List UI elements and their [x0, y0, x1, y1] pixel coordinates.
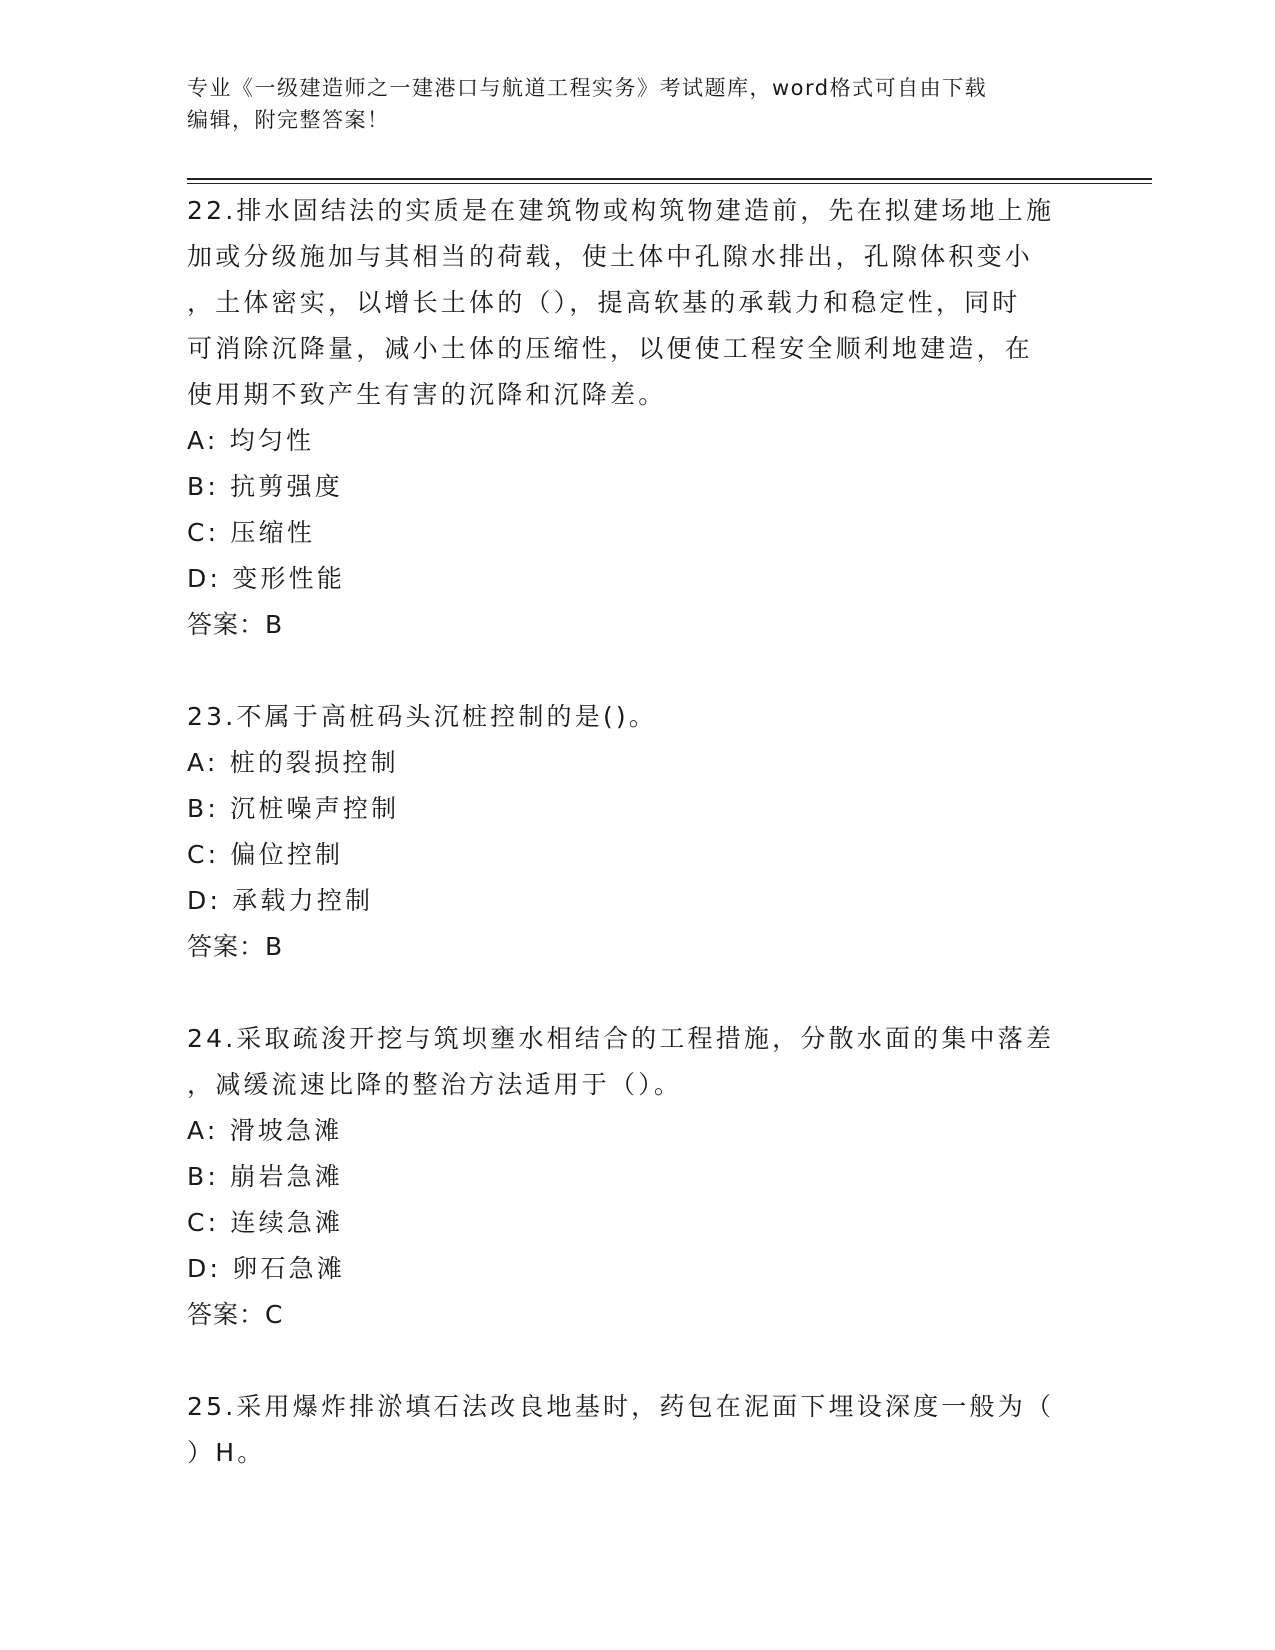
option-b: B: 抗剪强度 — [187, 472, 343, 501]
question-stem-line: 23.不属于高桩码头沉桩控制的是()。 — [187, 702, 658, 731]
option-a: A: 滑坡急滩 — [187, 1116, 343, 1145]
question-22 — [187, 188, 1067, 648]
question-spacer — [187, 1338, 1067, 1384]
option-b: B: 沉桩噪声控制 — [187, 794, 400, 823]
question-stem-line: 25.采用爆炸排淤填石法改良地基时，药包在泥面下埋设深度一般为（ — [187, 1392, 1055, 1421]
answer-label: 答案：B — [187, 610, 284, 639]
header-divider-thin — [187, 183, 1152, 184]
question-stem-line: 使用期不致产生有害的沉降和沉降差。 — [187, 380, 667, 409]
option-c: C: 连续急滩 — [187, 1208, 344, 1237]
question-stem-line: ）H。 — [187, 1438, 266, 1467]
header-divider-thick — [187, 178, 1152, 180]
question-stem-line: 加或分级施加与其相当的荷载，使土体中孔隙水排出，孔隙体积变小 — [187, 242, 1034, 271]
question-spacer — [187, 970, 1067, 1016]
option-c: C: 压缩性 — [187, 518, 316, 547]
question-25 — [187, 1384, 1067, 1476]
question-23 — [187, 694, 1067, 970]
answer-label: 答案：B — [187, 932, 284, 961]
option-b: B: 崩岩急滩 — [187, 1162, 343, 1191]
question-stem-line: ，减缓流速比降的整治方法适用于（）。 — [187, 1070, 683, 1099]
question-list — [187, 188, 1067, 1476]
question-stem-line: ，土体密实，以增长土体的（），提高软基的承载力和稳定性，同时 — [187, 288, 1021, 317]
header-line-2: 编辑，附完整答案！ — [187, 108, 390, 132]
question-stem-line: 24.采取疏浚开挖与筑坝壅水相结合的工程措施，分散水面的集中落差 — [187, 1024, 1055, 1053]
option-d: D: 承载力控制 — [187, 886, 374, 915]
header-line-1: 专业《一级建造师之一建港口与航道工程实务》考试题库，word格式可自由下载 — [187, 76, 988, 100]
answer-label: 答案：C — [187, 1300, 284, 1329]
option-a: A: 桩的裂损控制 — [187, 748, 399, 777]
question-spacer — [187, 648, 1067, 694]
question-24 — [187, 1016, 1067, 1338]
question-stem-line: 可消除沉降量，减小土体的压缩性，以便使工程安全顺利地建造，在 — [187, 334, 1034, 363]
option-c: C: 偏位控制 — [187, 840, 344, 869]
question-stem-line: 22.排水固结法的实质是在建筑物或构筑物建造前，先在拟建场地上施 — [187, 196, 1055, 225]
option-a: A: 均匀性 — [187, 426, 315, 455]
document-header — [187, 72, 1067, 136]
option-d: D: 变形性能 — [187, 564, 346, 593]
option-d: D: 卵石急滩 — [187, 1254, 346, 1283]
